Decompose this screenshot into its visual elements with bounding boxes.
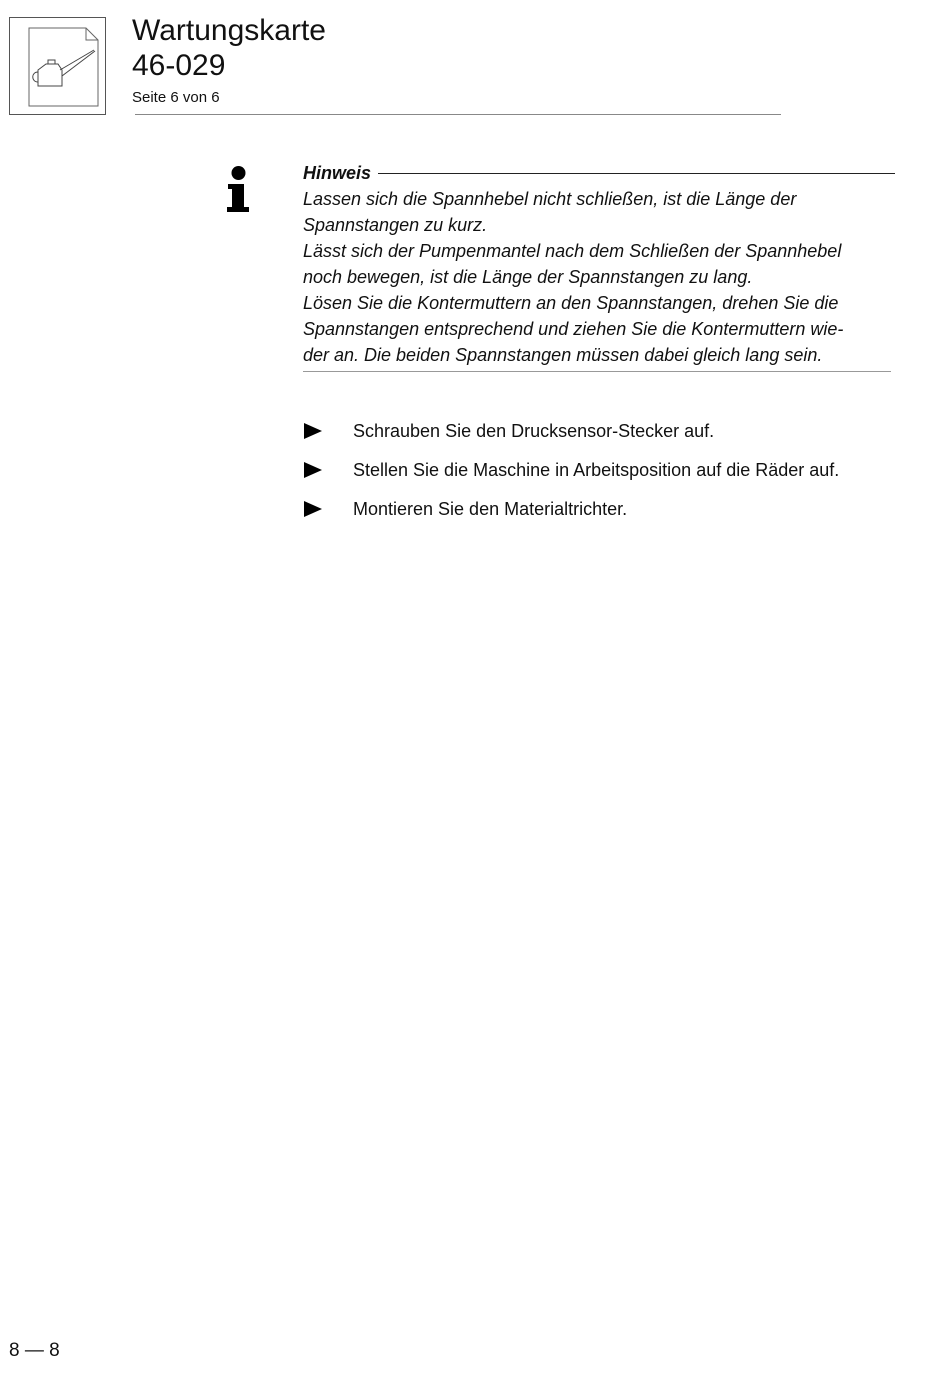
step-list (303, 418, 839, 535)
page-info: Seite 6 von 6 (132, 89, 220, 106)
step-text: Stellen Sie die Maschine in Arbeitsposition auf die Räder auf. (353, 460, 840, 480)
list-item (303, 496, 839, 522)
document-number: 46-029 (132, 49, 226, 82)
logo-box (9, 17, 106, 115)
note-heading: Hinweis (303, 162, 372, 183)
list-item (303, 457, 839, 483)
note-block (303, 160, 895, 368)
page-number: 8 — 8 (9, 1340, 60, 1361)
oil-can-icon (10, 18, 107, 116)
note-body: Lassen sich die Spannhebel nicht schließen, ist die Länge der Spannstangen zu kurz. Lässt sich der Pumpenmantel nach dem Schließen der Spannhebel noch bewegen, ist die Länge der Spannstangen zu lang. Lösen Sie die Kontermuttern an den Spannstangen, drehen Sie die Spannstangen entsprechend und ziehen Sie die Kontermuttern wie- der an. Die beiden Spannstangen müssen dabei gleich lang sein. (303, 189, 844, 365)
arrow-right-icon (303, 460, 323, 480)
note-divider (303, 371, 891, 372)
note-heading-line (378, 173, 895, 174)
note-heading-row (303, 160, 895, 186)
header-divider (135, 114, 781, 115)
arrow-right-icon (303, 499, 323, 519)
arrow-right-icon (303, 421, 323, 441)
document-title: Wartungskarte (132, 14, 326, 47)
info-icon (224, 163, 254, 213)
step-text: Schrauben Sie den Drucksensor-Stecker auf. (353, 421, 715, 441)
step-text: Montieren Sie den Materialtrichter. (353, 499, 628, 519)
list-item (303, 418, 839, 444)
